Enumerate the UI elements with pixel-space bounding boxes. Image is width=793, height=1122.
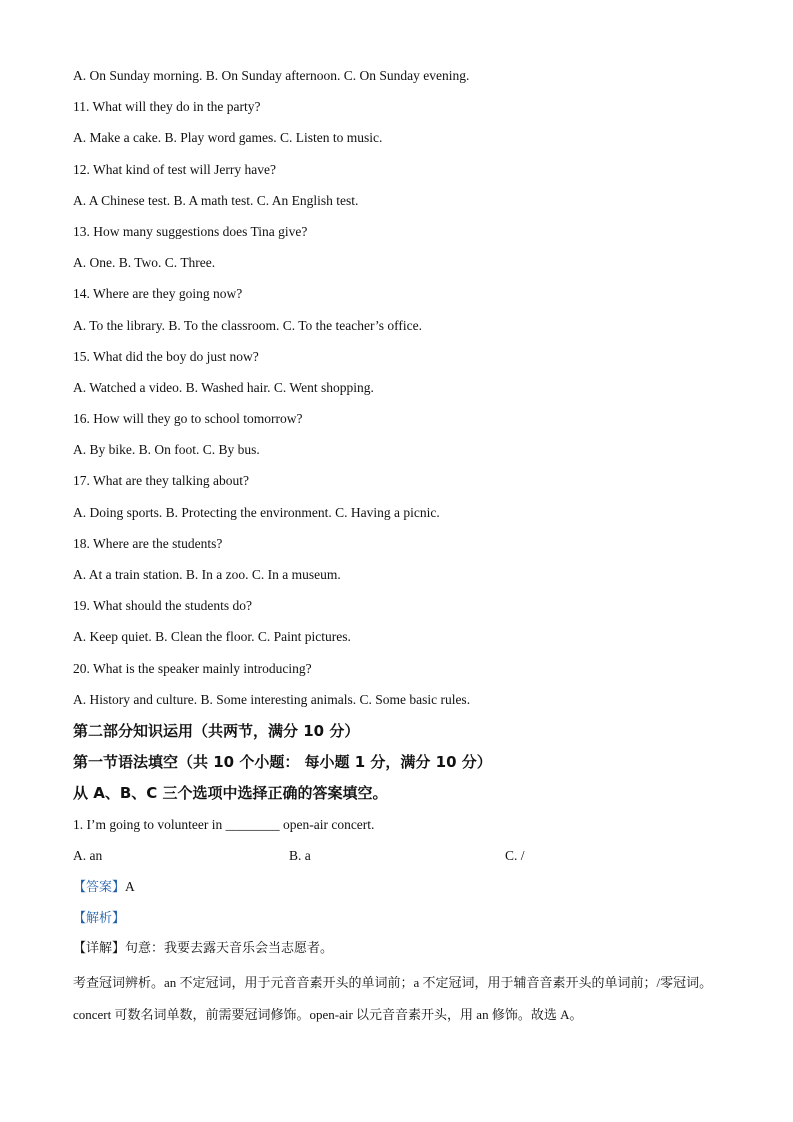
question-line: 19. What should the students do? xyxy=(73,598,252,614)
question-line: 13. How many suggestions does Tina give? xyxy=(73,223,308,239)
analysis-tag: 【解析】 xyxy=(73,911,126,927)
question-line: 18. Where are the students? xyxy=(73,535,223,551)
option-a: A. an xyxy=(73,847,103,863)
question-line: 17. What are they talking about? xyxy=(73,473,249,489)
answer-line xyxy=(73,874,733,905)
option-line: A. History and culture. B. Some interesting animals. C. Some basic rules. xyxy=(73,691,471,707)
option-line: A. On Sunday morning. B. On Sunday afternoon. C. On Sunday evening. xyxy=(73,68,470,83)
document-page xyxy=(73,63,733,1030)
subsection-heading: 第一节语法填空（共 10 个小题： 每小题 1 分，满分 10 分） xyxy=(73,753,492,772)
detail-tag: 【详解】 xyxy=(73,941,126,957)
question-line: 16. How will they go to school tomorrow? xyxy=(73,411,303,427)
answer-value: A xyxy=(125,878,135,894)
option-b: B. a xyxy=(289,847,311,863)
question-line: 12. What kind of test will Jerry have? xyxy=(73,161,276,177)
question-list xyxy=(73,63,733,718)
option-line: A. To the library. B. To the classroom. C. To the teacher’s office. xyxy=(73,317,422,333)
explanation-paragraph: 考查冠词辨析。an 不定冠词，用于元音音素开头的单词前；a 不定冠词，用于辅音音素开头的单词前；/零冠词。concert 可数名词单数，前需要冠词修饰。open-air 以元音音素开头，用 an 修饰。故选 A。 xyxy=(73,975,713,1022)
question-line: 20. What is the speaker mainly introducing? xyxy=(73,660,312,676)
section-heading: 第二部分知识运用（共两节，满分 10 分） xyxy=(73,721,360,740)
grammar-question-options xyxy=(73,843,733,874)
instruction-heading: 从 A、B、C 三个选项中选择正确的答案填空。 xyxy=(73,784,388,803)
analysis-line xyxy=(73,905,733,936)
option-line: A. A Chinese test. B. A math test. C. An English test. xyxy=(73,192,359,208)
detail-text: 句意：我要去露天音乐会当志愿者。 xyxy=(125,941,334,957)
option-line: A. Keep quiet. B. Clean the floor. C. Paint pictures. xyxy=(73,629,351,645)
option-line: A. One. B. Two. C. Three. xyxy=(73,255,216,271)
question-line: 15. What did the boy do just now? xyxy=(73,348,259,364)
option-line: A. By bike. B. On foot. C. By bus. xyxy=(73,442,260,458)
option-line: A. At a train station. B. In a zoo. C. In a museum. xyxy=(73,567,341,582)
option-line: A. Watched a video. B. Washed hair. C. Went shopping. xyxy=(73,379,374,395)
answer-tag: 【答案】 xyxy=(73,879,126,895)
detail-line xyxy=(73,936,733,967)
question-line: 14. Where are they going now? xyxy=(73,286,243,302)
option-c: C. / xyxy=(505,847,525,863)
question-line: 11. What will they do in the party? xyxy=(73,99,261,115)
option-line: A. Doing sports. B. Protecting the environment. C. Having a picnic. xyxy=(73,504,440,520)
grammar-question-stem: 1. I’m going to volunteer in ________ open-air concert. xyxy=(73,816,375,832)
option-line: A. Make a cake. B. Play word games. C. Listen to music. xyxy=(73,130,383,146)
